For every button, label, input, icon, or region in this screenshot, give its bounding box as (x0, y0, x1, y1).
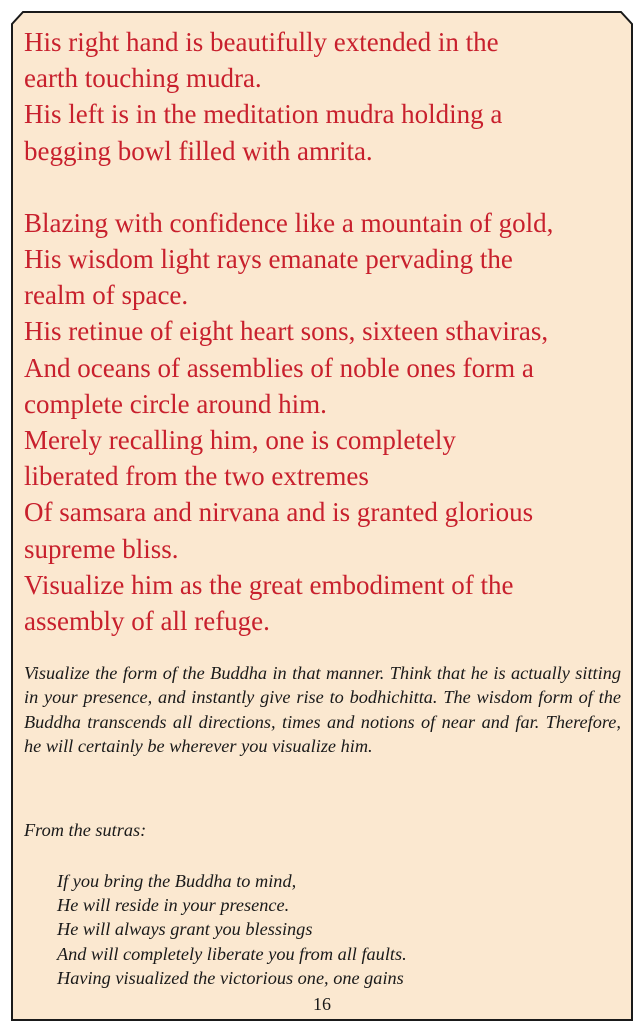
sutra-line: Having visualized the victorious one, one gains (57, 967, 404, 988)
commentary-paragraph: Visualize the form of the Buddha in that manner. Think that he is actually sitting in your presence, and instantly give rise to bodhichitta. The wisdom form of the Buddha transcends all directions, times and notions of near and far. Therefore, he will certainly be wherever you visualize him. (24, 663, 621, 757)
sutra-quote (57, 869, 407, 990)
verse-line: His wisdom light rays emanate pervading the (24, 244, 513, 275)
verse-line: begging bowl filled with amrita. (24, 135, 373, 166)
verse-line: earth touching mudra. (24, 63, 262, 94)
verse-stanza-1 (24, 24, 624, 169)
verse-line: Of samsara and nirvana and is granted glorious (24, 497, 534, 528)
verse-section (24, 24, 624, 639)
verse-line: realm of space. (24, 280, 189, 311)
sutra-line: And will completely liberate you from all faults. (57, 943, 407, 964)
sutra-line: If you bring the Buddha to mind, (57, 871, 297, 891)
verse-line: His right hand is beautifully extended in the (24, 27, 499, 57)
stanza-gap (24, 169, 624, 205)
sutra-line: He will always grant you blessings (57, 919, 313, 940)
verse-line: Merely recalling him, one is completely (24, 425, 456, 456)
page-number: 16 (313, 994, 331, 1014)
sutra-line: He will reside in your presence. (57, 895, 290, 916)
verse-stanza-2 (24, 205, 624, 639)
verse-line: Visualize him as the great embodiment of the (24, 569, 514, 600)
verse-line: His left is in the meditation mudra holding a (24, 99, 503, 130)
verse-line: His retinue of eight heart sons, sixteen sthaviras, (24, 316, 549, 347)
verse-line: liberated from the two extremes (24, 461, 369, 492)
verse-line: complete circle around him. (24, 388, 327, 419)
verse-line: And oceans of assemblies of noble ones form a (24, 352, 534, 383)
verse-line: assembly of all refuge. (24, 606, 270, 637)
verse-line: supreme bliss. (24, 533, 179, 564)
verse-line: Blazing with confidence like a mountain of gold, (24, 207, 554, 238)
source-label: From the sutras: (24, 820, 147, 840)
